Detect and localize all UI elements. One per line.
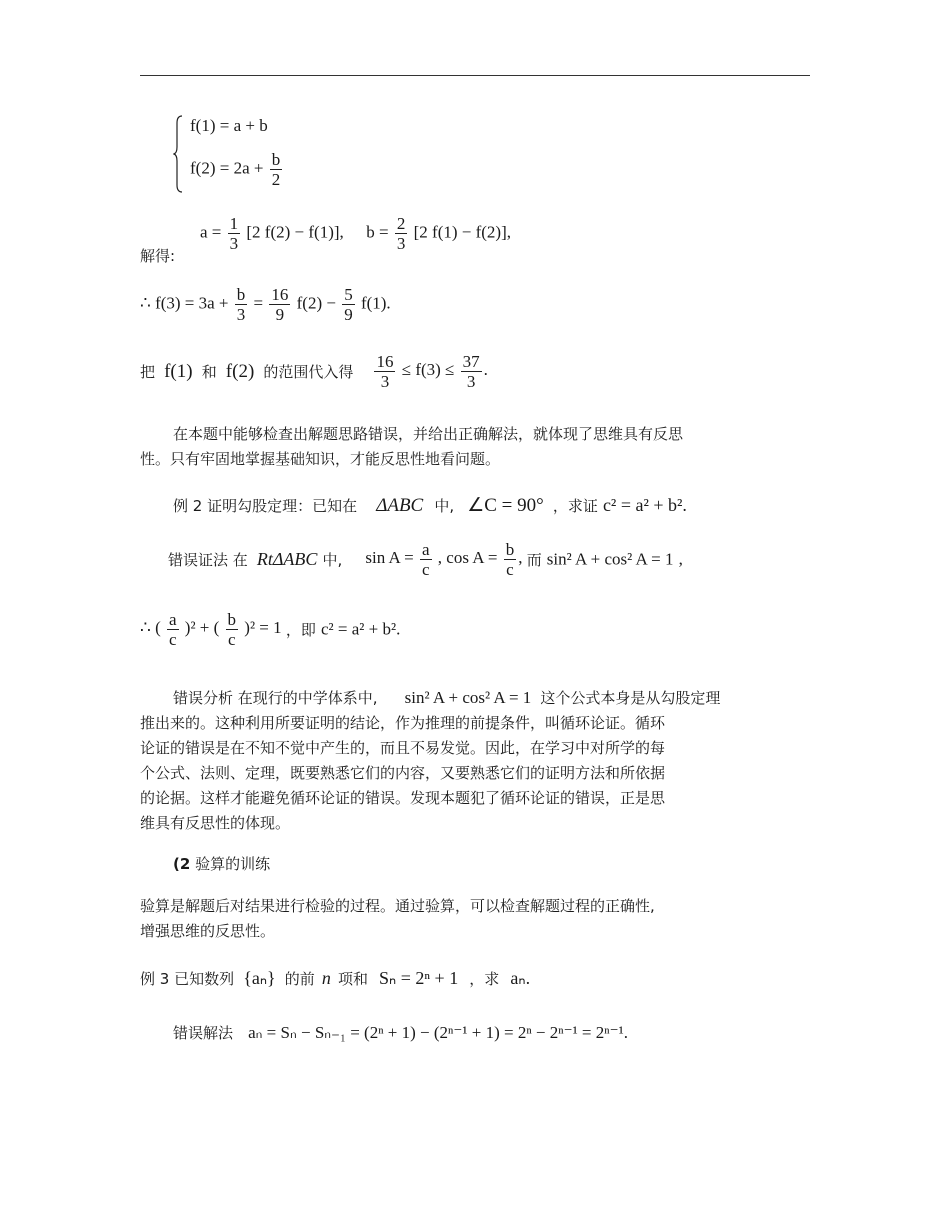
paragraph-line: 的论据。这样才能避免循环论证的错误。发现本题犯了循环论证的错误，正是思	[140, 789, 666, 807]
equation-line-2-left: f(2) = 2a +	[190, 158, 264, 178]
therefore-formula	[140, 610, 286, 649]
denominator: c	[228, 630, 236, 649]
ex3-text1: 例 3 已知数列	[140, 970, 235, 988]
section-number: (2	[173, 855, 191, 873]
therefore-lead: ∴ (	[140, 618, 161, 638]
equation-line-2	[190, 150, 284, 189]
paragraph-line: 性。只有牢固地掌握基础知识，才能反思性地看问题。	[140, 450, 501, 468]
denominator: 9	[344, 305, 353, 324]
wrong-proof-line	[168, 540, 683, 579]
denominator: 3	[380, 372, 390, 391]
range-text: 的范围代入得	[263, 363, 354, 381]
paragraph-line: 推出来的。这种利用所要证明的结论，作为推理的前提条件，叫循环论证。循环	[140, 714, 666, 732]
equals: =	[253, 293, 264, 313]
range-end: .	[483, 360, 488, 380]
example-3-statement	[140, 968, 530, 989]
trig-identity: sin² A + cos² A = 1	[546, 549, 674, 569]
cos-left: , cos A =	[437, 548, 498, 568]
numerator: b	[271, 150, 281, 169]
denominator: c	[168, 630, 177, 649]
numerator: 16	[376, 352, 394, 371]
fraction-b-over-c	[504, 540, 517, 579]
range-ba: 把	[140, 363, 156, 381]
fraction-b-over-c	[226, 610, 239, 649]
f3-mid: f(2) −	[296, 293, 336, 313]
denominator: 2	[271, 170, 281, 189]
range-line	[140, 352, 488, 391]
denominator: 3	[396, 234, 406, 253]
fraction-a-over-c	[167, 610, 179, 649]
numerator: b	[236, 285, 246, 304]
ex3-text2: 的前	[284, 970, 315, 988]
var-n: n	[321, 968, 331, 988]
comma: ,	[518, 548, 523, 568]
solve-formula	[200, 214, 511, 253]
numerator: 2	[396, 214, 406, 233]
example-2-statement	[173, 494, 687, 517]
range-he: 和	[201, 363, 217, 381]
numerator: 16	[271, 285, 289, 304]
fraction-37-over-3	[461, 352, 482, 391]
equation-line-1: f(1) = a + b	[190, 116, 268, 135]
sin-cos-definitions	[365, 540, 526, 579]
range-f1: f(1)	[164, 360, 193, 382]
ex3-text4: ，求	[469, 970, 500, 988]
paragraph-line: 维具有反思性的体现。	[140, 814, 291, 832]
f3-tail: f(1).	[360, 293, 391, 313]
analysis-first-line	[173, 687, 720, 708]
numerator: b	[227, 610, 237, 629]
ex2-text3: ，求证	[552, 497, 598, 515]
fraction-16-over-3	[374, 352, 395, 391]
ex3-text3: 项和	[337, 970, 368, 988]
sequence-a-n: {aₙ}	[243, 968, 276, 988]
range-inequality	[372, 352, 488, 391]
paragraph-line: 个公式、法则、定理，既要熟悉它们的内容，又要熟悉它们的证明方法和所依据	[140, 764, 666, 782]
denominator: 3	[236, 305, 246, 324]
a-left: a =	[200, 222, 222, 242]
section-heading	[173, 853, 270, 874]
fraction-b-over-2	[270, 150, 283, 189]
numerator: a	[168, 610, 177, 629]
pythagorean-goal: c² = a² + b².	[602, 495, 687, 515]
sin-left: sin A =	[365, 548, 414, 568]
numerator: b	[505, 540, 515, 559]
therefore-line	[140, 610, 400, 649]
target-a-n: aₙ.	[510, 968, 531, 988]
ex2-text1: 例 2 证明勾股定理：已知在	[173, 497, 358, 515]
triangle-abc: ΔABC	[376, 495, 424, 516]
header-rule	[140, 75, 810, 76]
sum-formula: Sₙ = 2ⁿ + 1	[379, 968, 459, 988]
section-title: 验算的训练	[195, 855, 271, 873]
b-left: b =	[366, 222, 389, 242]
paragraph-analysis	[140, 711, 665, 836]
wrong-solution-formula: aₙ = Sₙ − Sₙ₋₁ = (2ⁿ + 1) − (2ⁿ⁻¹ + 1) = 2ⁿ − 2ⁿ⁻¹ = 2ⁿ⁻¹.	[248, 1023, 628, 1042]
therefore-mid: )² + (	[184, 618, 220, 638]
wrong-solution-line	[173, 1022, 628, 1043]
fraction-5-over-9	[342, 285, 355, 324]
f3-formula	[140, 285, 391, 324]
fraction-two-thirds	[395, 214, 408, 253]
paragraph-line: 增强思维的反思性。	[140, 922, 276, 940]
analysis-lead: 错误分析 在现行的中学体系中,	[173, 689, 378, 707]
denominator: 3	[466, 372, 476, 391]
wrong-proof-tail: ,	[678, 549, 683, 569]
numerator: 1	[229, 214, 239, 233]
denominator: c	[421, 560, 430, 579]
wrong-proof-zhong: 中,	[322, 551, 343, 569]
denominator: 9	[275, 305, 285, 324]
numerator: 5	[344, 285, 353, 304]
fraction-one-third	[228, 214, 241, 253]
analysis-line1-tail: 这个公式本身是从勾股定理	[540, 689, 721, 707]
paragraph-reflection	[140, 422, 683, 472]
numerator: a	[421, 540, 430, 559]
paragraph-line: 在本题中能够检查出解题思路错误，并给出正确解法，就体现了思维具有反思	[173, 425, 684, 443]
therefore-end: )² = 1	[244, 618, 282, 638]
solve-label: 解得:	[140, 247, 176, 265]
wrong-proof-label: 错误证法 在	[168, 551, 248, 569]
wrong-proof-er: 而	[526, 551, 542, 569]
ex2-text2: 中,	[434, 497, 455, 515]
paragraph-line: 论证的错误是在不知不觉中产生的，而且不易发觉。因此，在学习中对所学的每	[140, 739, 666, 757]
b-right: [2 f(1) − f(2)],	[413, 222, 512, 242]
fraction-b-over-3	[235, 285, 248, 324]
left-brace	[173, 115, 183, 193]
denominator: 3	[229, 234, 239, 253]
rt-triangle: RtΔABC	[256, 549, 318, 569]
fraction-a-over-c	[420, 540, 432, 579]
therefore-ji: ，即	[285, 621, 316, 639]
a-right: [2 f(2) − f(1)],	[246, 222, 344, 242]
analysis-formula: sin² A + cos² A = 1	[404, 688, 532, 707]
range-mid: ≤ f(3) ≤	[401, 360, 455, 380]
denominator: c	[506, 560, 514, 579]
paragraph-line: 验算是解题后对结果进行检验的过程。通过验算，可以检查解题过程的正确性,	[140, 897, 655, 915]
therefore-result: c² = a² + b².	[321, 619, 401, 639]
f3-lead: ∴ f(3) = 3a +	[140, 293, 229, 313]
paragraph-checking	[140, 894, 655, 944]
wrong-solution-label: 错误解法	[173, 1024, 234, 1042]
fraction-16-over-9	[269, 285, 290, 324]
range-f2: f(2)	[225, 360, 255, 382]
angle-c: ∠C = 90°	[467, 495, 544, 516]
numerator: 37	[462, 352, 480, 371]
